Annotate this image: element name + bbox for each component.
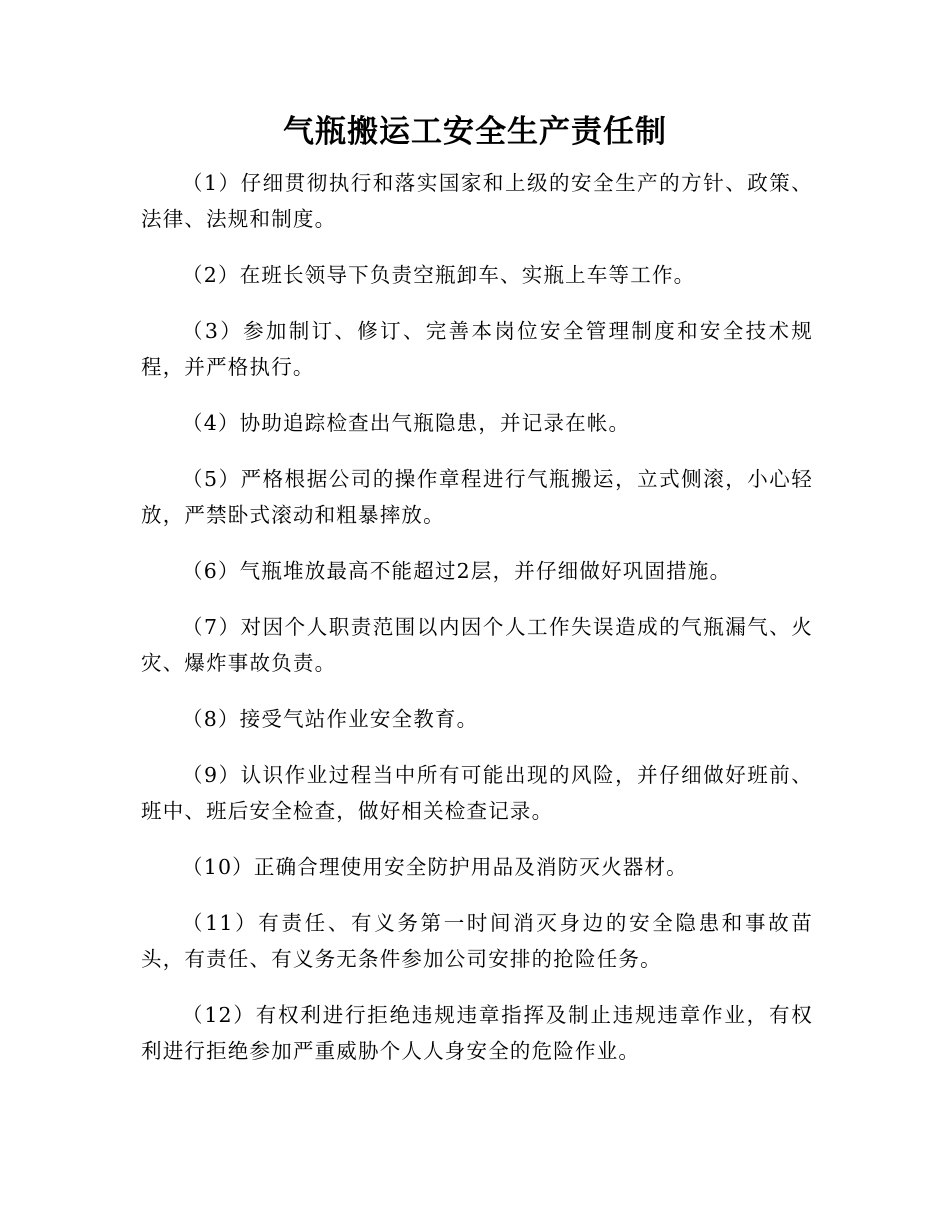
paragraph-6: （6）气瓶堆放最高不能超过2层，并仔细做好巩固措施。 (182, 559, 732, 583)
document-title: 气瓶搬运工安全生产责任制 (283, 114, 667, 150)
paragraph-10: （10）正确合理使用安全防护用品及消防灭火器材。 (182, 855, 688, 879)
paragraph-7: （7）对因个人职责范围以内因个人工作失误造成的气瓶漏气、火灾、爆炸事故负责。 (141, 615, 813, 675)
document-body (141, 165, 813, 1089)
paragraph-2: （2）在班长领导下负责空瓶卸车、实瓶上车等工作。 (182, 263, 696, 287)
paragraph-8: （8）接受气站作业安全教育。 (182, 707, 479, 731)
paragraph-4: （4）协助追踪检查出气瓶隐患，并记录在帐。 (182, 411, 631, 435)
paragraph-1: （1）仔细贯彻执行和落实国家和上级的安全生产的方针、政策、法律、法规和制度。 (141, 171, 813, 231)
paragraph-12: （12）有权利进行拒绝违规违章指挥及制止违规违章作业，有权利进行拒绝参加严重威胁个人人身安全的危险作业。 (141, 1003, 813, 1063)
paragraph-3: （3）参加制订、修订、完善本岗位安全管理制度和安全技术规程，并严格执行。 (141, 319, 813, 379)
paragraph-11: （11）有责任、有义务第一时间消灭身边的安全隐患和事故苗头，有责任、有义务无条件参加公司安排的抢险任务。 (141, 911, 813, 971)
paragraph-5: （5）严格根据公司的操作章程进行气瓶搬运，立式侧滚，小心轻放，严禁卧式滚动和粗暴摔放。 (141, 467, 813, 527)
paragraph-9: （9）认识作业过程当中所有可能出现的风险，并仔细做好班前、班中、班后安全检查，做好相关检查记录。 (141, 763, 813, 823)
